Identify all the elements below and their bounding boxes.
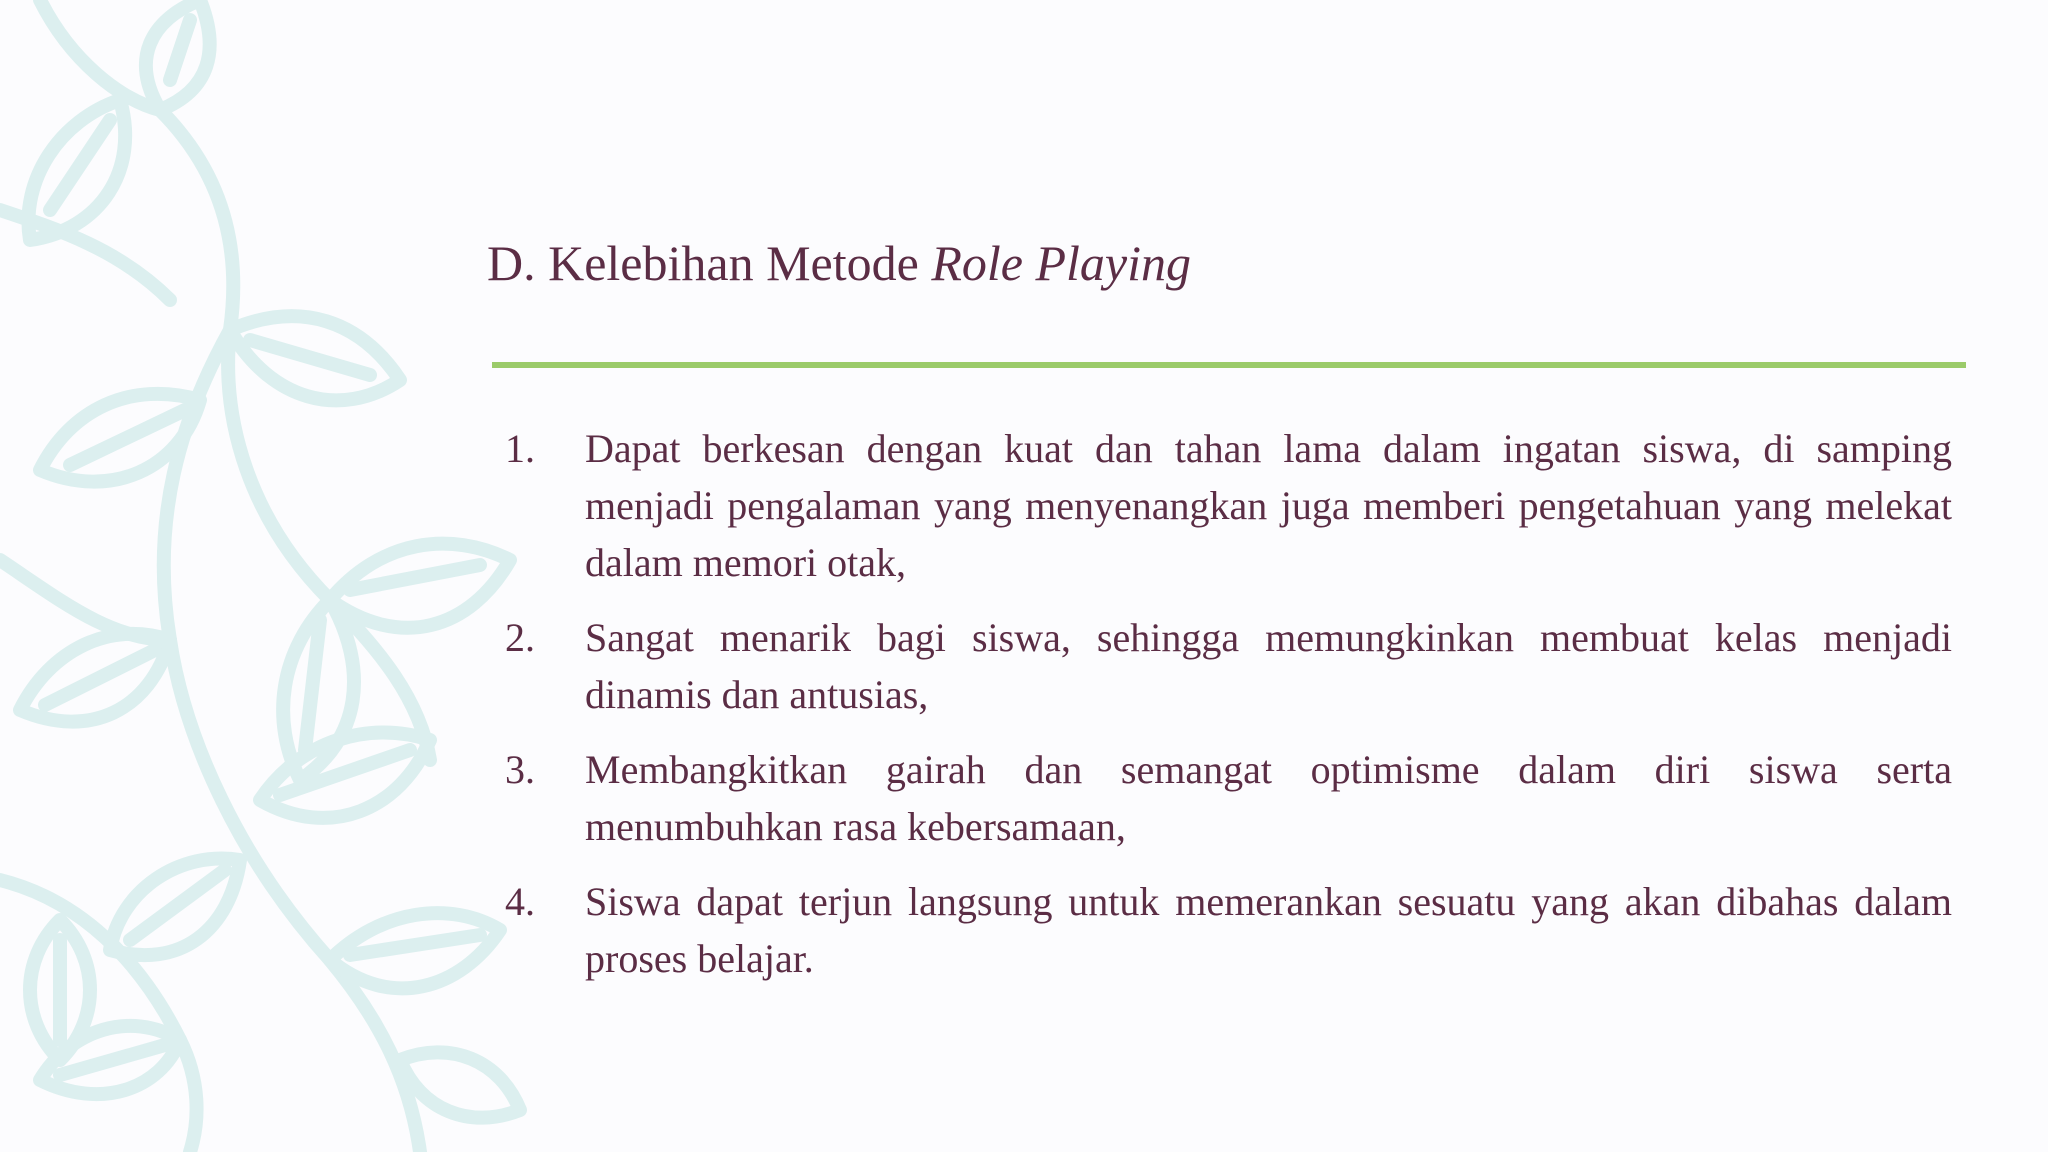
- slide-title: [487, 234, 1191, 292]
- list-item: [505, 741, 1952, 855]
- list-item-number: 4.: [505, 879, 535, 924]
- list-item: [505, 609, 1952, 723]
- list-item-text: Sangat menarik bagi siswa, sehingga memungkinkan membuat kelas menjadi dinamis dan antusias,: [585, 615, 1952, 717]
- list-item-text: Siswa dapat terjun langsung untuk memerankan sesuatu yang akan dibahas dalam proses belajar.: [585, 879, 1952, 981]
- title-divider: [492, 362, 1966, 368]
- list-item-text: Dapat berkesan dengan kuat dan tahan lama dalam ingatan siswa, di samping menjadi pengalaman yang menyenangkan juga memberi pengetahuan yang melekat dalam memori otak,: [585, 426, 1952, 585]
- title-emphasis: Role Playing: [931, 235, 1191, 291]
- list-item: [505, 873, 1952, 987]
- list-item-text: Membangkitkan gairah dan semangat optimisme dalam diri siswa serta menumbuhkan rasa kebersamaan,: [585, 747, 1952, 849]
- advantages-list: [505, 420, 1952, 1005]
- list-item-number: 2.: [505, 615, 535, 660]
- list-item-number: 1.: [505, 426, 535, 471]
- list-item: [505, 420, 1952, 591]
- list-item-number: 3.: [505, 747, 535, 792]
- title-text: D. Kelebihan Metode: [487, 235, 932, 291]
